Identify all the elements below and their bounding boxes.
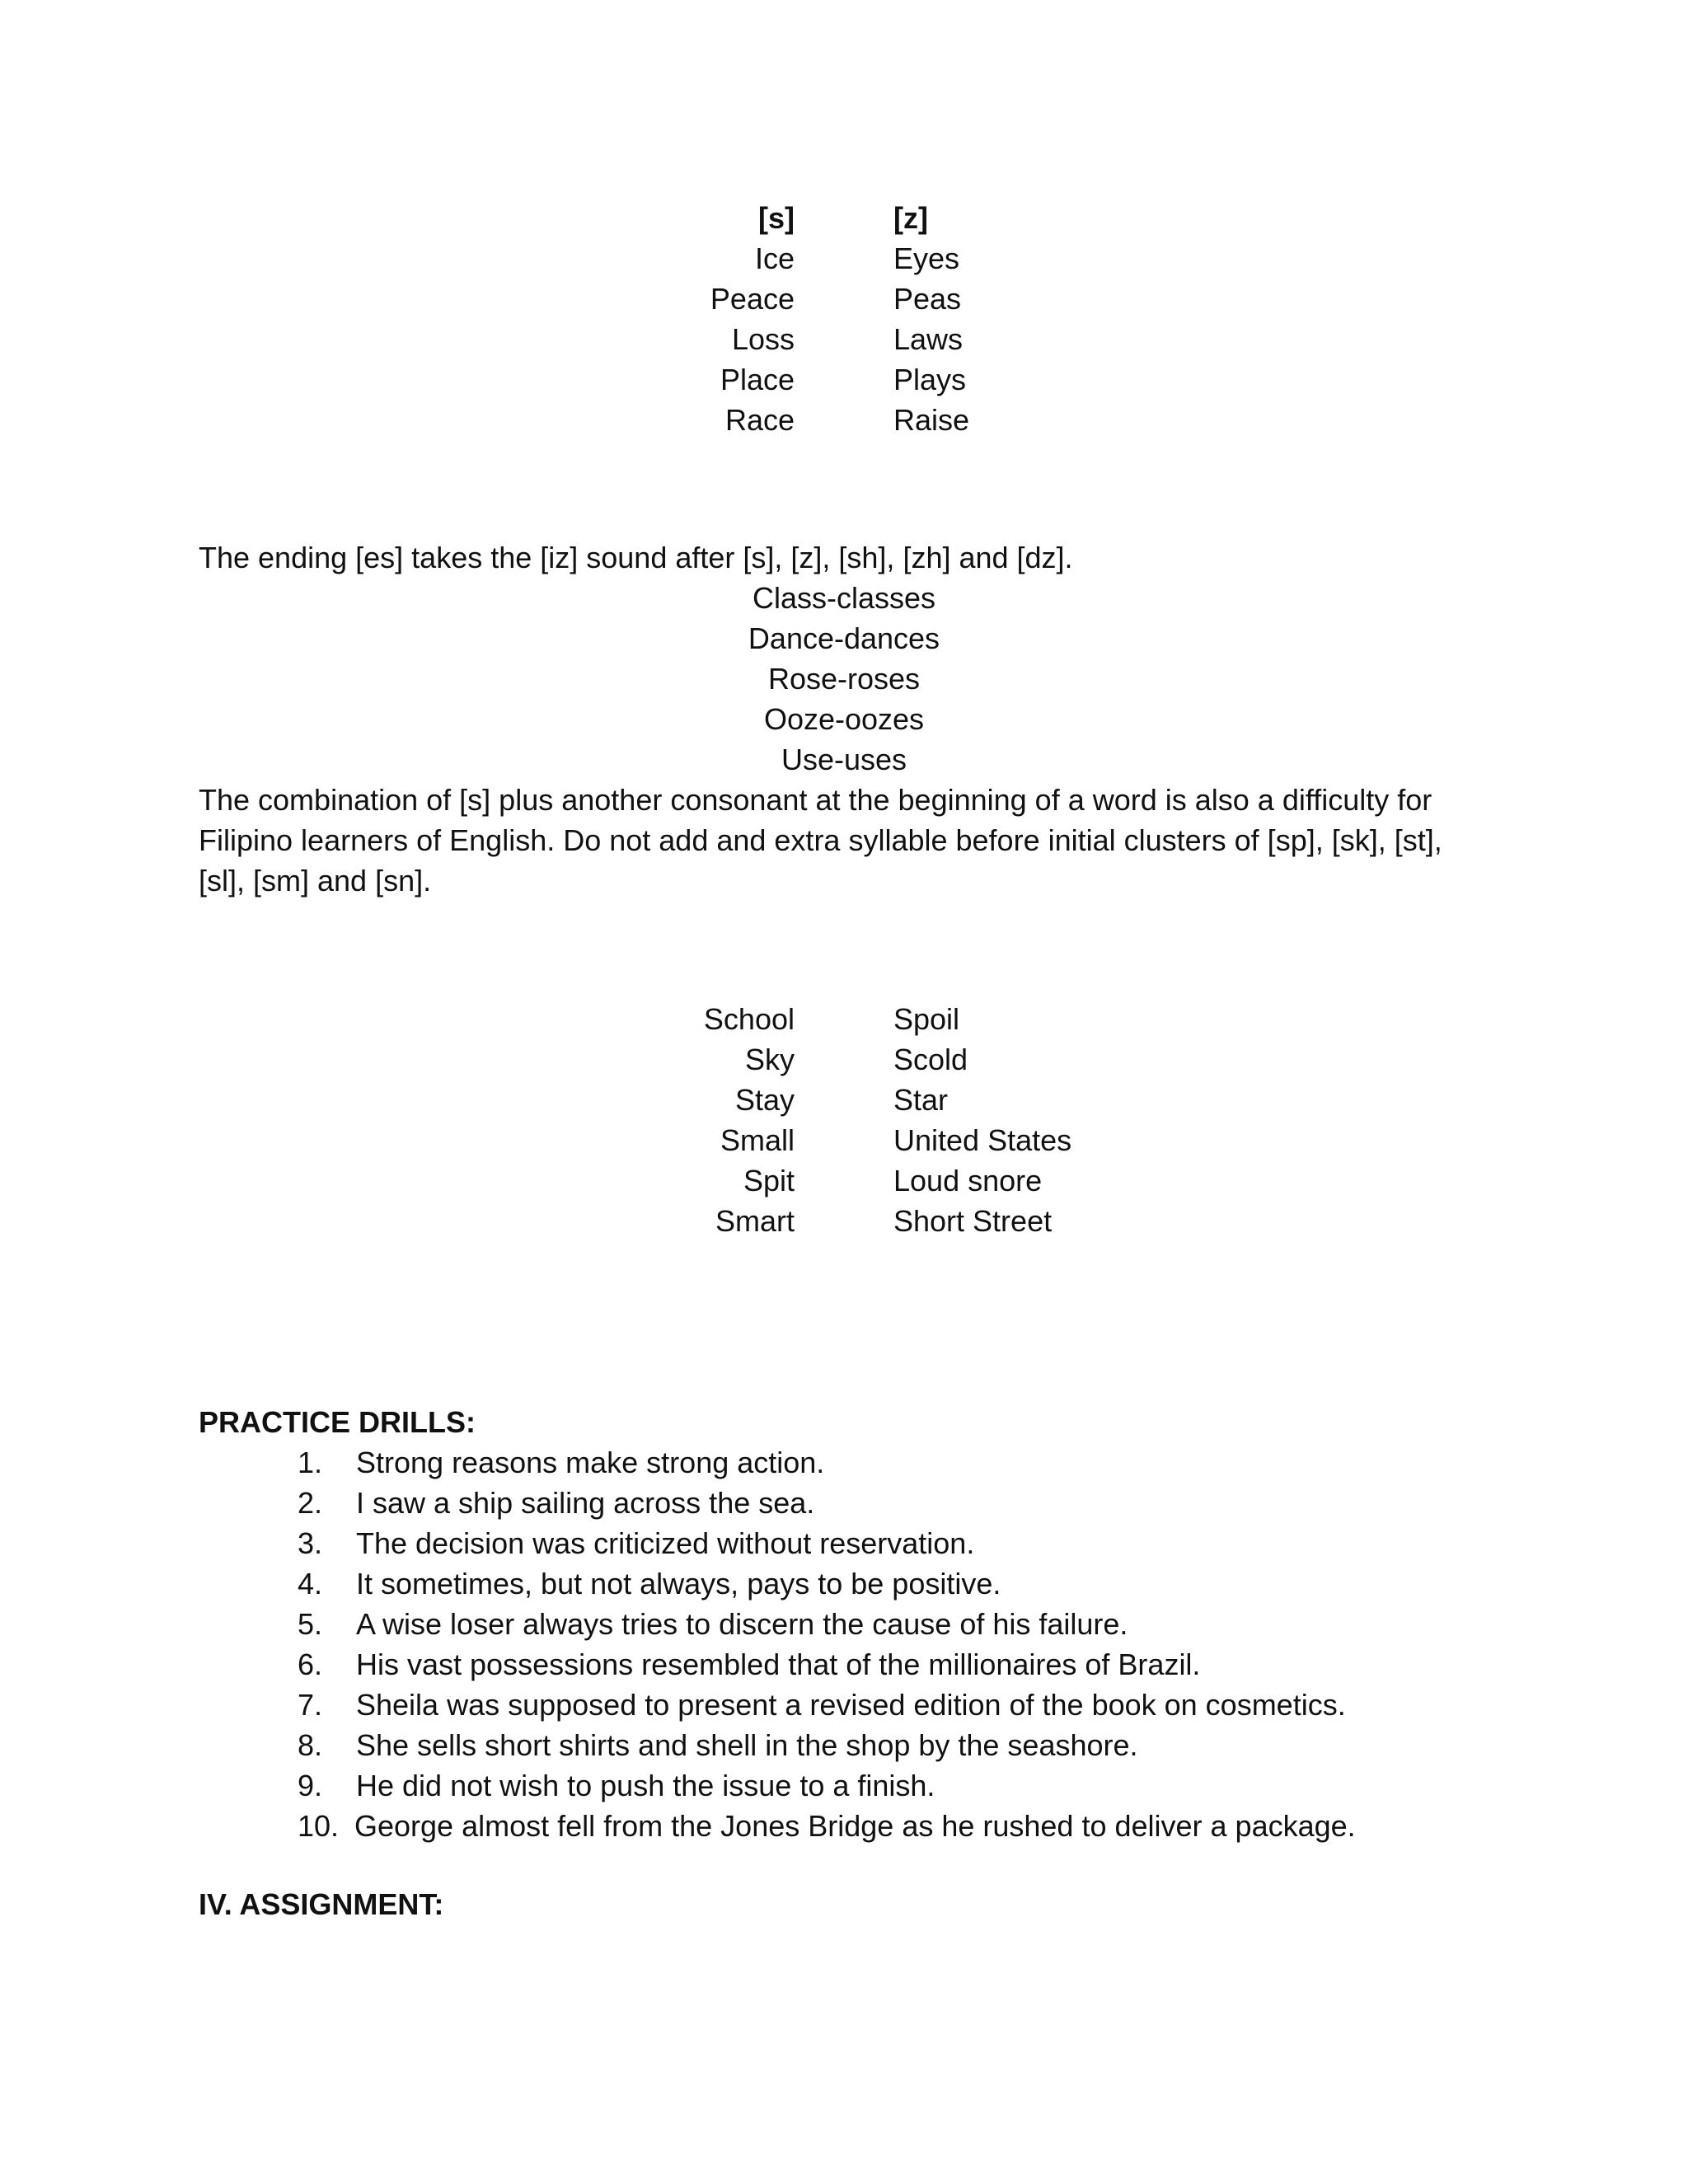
cluster-word-left: Smart bbox=[715, 1204, 795, 1238]
practice-drills-heading: PRACTICE DRILLS: bbox=[199, 1405, 476, 1439]
header-z: [z] bbox=[893, 201, 928, 235]
drill-number: 9. bbox=[298, 1769, 323, 1802]
sound-pair-header-row bbox=[0, 198, 1688, 238]
cluster-word-right: Scold bbox=[893, 1043, 968, 1076]
drill-number: 4. bbox=[298, 1567, 323, 1601]
cluster-word-right: Short Street bbox=[893, 1204, 1053, 1238]
list-item bbox=[0, 1685, 1688, 1725]
s-word: Loss bbox=[731, 322, 795, 356]
list-item bbox=[0, 1442, 1688, 1483]
assignment-heading: IV. ASSIGNMENT: bbox=[199, 1887, 444, 1921]
drill-sentence: A wise loser always tries to discern the cause of his failure. bbox=[356, 1607, 1128, 1641]
table-row bbox=[0, 238, 1688, 279]
table-row bbox=[0, 1120, 1688, 1160]
list-item bbox=[0, 1644, 1688, 1685]
s-word: Race bbox=[724, 403, 795, 437]
drill-number: 5. bbox=[298, 1607, 323, 1641]
drill-sentence: Strong reasons make strong action. bbox=[356, 1446, 825, 1479]
list-item bbox=[0, 1563, 1688, 1604]
cluster-word-right: United States bbox=[893, 1123, 1072, 1157]
drill-number: 10. bbox=[298, 1809, 340, 1843]
cluster-rule-line: Filipino learners of English. Do not add and extra syllable before initial clusters of [sp], [sk], [st], bbox=[199, 823, 1442, 857]
table-row bbox=[0, 400, 1688, 440]
table-row bbox=[0, 279, 1688, 319]
table-row bbox=[0, 319, 1688, 359]
sound-pair-table bbox=[0, 198, 1688, 440]
cluster-word-left: Small bbox=[720, 1123, 795, 1157]
drill-sentence: The decision was criticized without reservation. bbox=[356, 1526, 975, 1560]
list-item bbox=[0, 1604, 1688, 1644]
drill-sentence: I saw a ship sailing across the sea. bbox=[356, 1486, 815, 1520]
cluster-word-right: Loud snore bbox=[893, 1164, 1043, 1197]
s-word: Ice bbox=[754, 241, 795, 275]
z-word: Laws bbox=[893, 322, 964, 356]
list-item bbox=[0, 1806, 1688, 1846]
list-item bbox=[0, 1483, 1688, 1523]
iz-examples-list bbox=[0, 578, 1688, 780]
cluster-word-left: School bbox=[703, 1002, 795, 1036]
z-word: Eyes bbox=[893, 241, 960, 275]
drill-number: 3. bbox=[298, 1526, 323, 1560]
cluster-word-left: Stay bbox=[734, 1083, 795, 1117]
table-row bbox=[0, 1160, 1688, 1201]
iz-rule-paragraph: The ending [es] takes the [iz] sound after [s], [z], [sh], [zh] and [dz]. bbox=[199, 541, 1073, 574]
drill-sentence: Sheila was supposed to present a revised edition of the book on cosmetics. bbox=[356, 1688, 1346, 1722]
list-item: Use-uses bbox=[781, 743, 907, 776]
s-word: Place bbox=[720, 363, 795, 396]
cluster-rule-line: The combination of [s] plus another consonant at the beginning of a word is also a difficulty for bbox=[199, 783, 1432, 817]
cluster-rule-paragraph bbox=[199, 780, 1493, 901]
s-word: Peace bbox=[710, 282, 795, 316]
drill-sentence: It sometimes, but not always, pays to be positive. bbox=[356, 1567, 1001, 1601]
list-item: Class-classes bbox=[752, 581, 936, 615]
list-item bbox=[0, 1523, 1688, 1563]
table-row bbox=[0, 1080, 1688, 1120]
header-s: [s] bbox=[758, 201, 795, 235]
table-row bbox=[0, 999, 1688, 1039]
drill-number: 1. bbox=[298, 1446, 323, 1479]
drill-number: 7. bbox=[298, 1688, 323, 1722]
z-word: Peas bbox=[893, 282, 962, 316]
drill-sentence: He did not wish to push the issue to a finish. bbox=[356, 1769, 935, 1802]
list-item bbox=[0, 1725, 1688, 1765]
list-item: Rose-roses bbox=[767, 662, 921, 696]
drill-sentence: His vast possessions resembled that of the millionaires of Brazil. bbox=[356, 1647, 1201, 1681]
z-word: Raise bbox=[893, 403, 970, 437]
drill-sentence: George almost fell from the Jones Bridge as he rushed to deliver a package. bbox=[354, 1809, 1356, 1843]
cluster-word-table bbox=[0, 999, 1688, 1241]
table-row bbox=[0, 1039, 1688, 1080]
drill-sentence: She sells short shirts and shell in the shop by the seashore. bbox=[356, 1728, 1138, 1762]
cluster-word-right: Spoil bbox=[893, 1002, 960, 1036]
list-item: Ooze-oozes bbox=[763, 702, 925, 736]
table-row bbox=[0, 359, 1688, 400]
table-row bbox=[0, 1201, 1688, 1241]
practice-drills-list bbox=[0, 1442, 1688, 1846]
z-word: Plays bbox=[893, 363, 967, 396]
list-item bbox=[0, 1765, 1688, 1806]
cluster-word-left: Sky bbox=[744, 1043, 795, 1076]
cluster-word-left: Spit bbox=[743, 1164, 795, 1197]
drill-number: 8. bbox=[298, 1728, 323, 1762]
list-item: Dance-dances bbox=[748, 621, 940, 655]
drill-number: 2. bbox=[298, 1486, 323, 1520]
cluster-rule-line: [sl], [sm] and [sn]. bbox=[199, 864, 432, 898]
cluster-word-right: Star bbox=[893, 1083, 949, 1117]
drill-number: 6. bbox=[298, 1647, 323, 1681]
